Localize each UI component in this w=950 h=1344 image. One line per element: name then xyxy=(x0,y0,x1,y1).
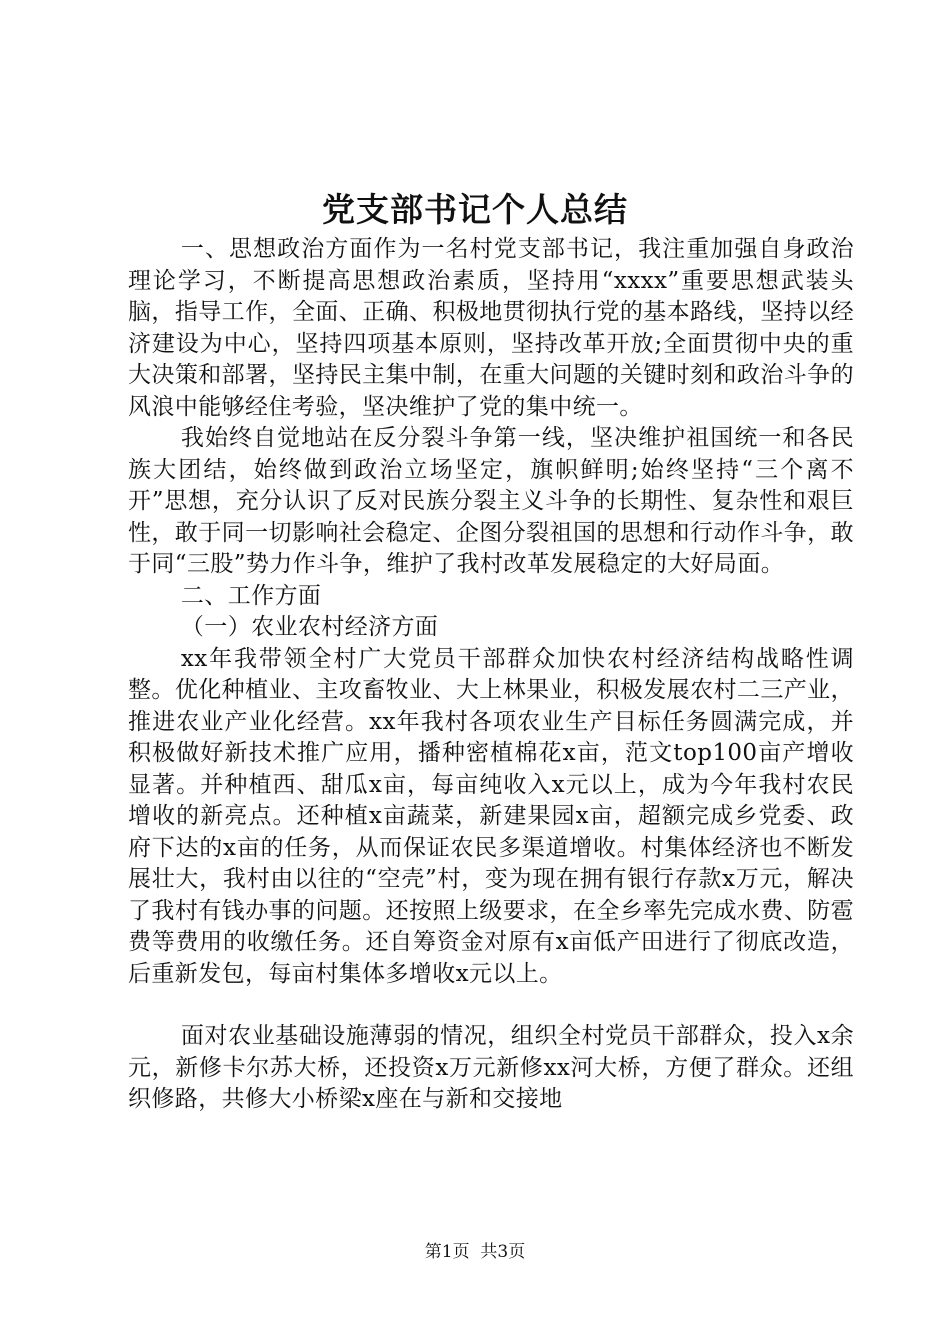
document-body xyxy=(128,234,854,1116)
page-total: 共3页 xyxy=(480,1242,526,1262)
document-title: 党支部书记个人总结 xyxy=(322,190,628,229)
paragraph-political: 一、思想政治方面作为一名村党支部书记，我注重加强自身政治理论学习，不断提高思想政治素质，坚持用“xxxx”重要思想武装头脑，指导工作，全面、正确、积极地贯彻执行党的基本路线，坚持以经济建设为中心，坚持四项基本原则，坚持改革开放;全面贯彻中央的重大决策和部署，坚持民主集中制，在重大问题的关键时刻和政治斗争的风浪中能够经住考验，坚决维护了党的集中统一。 xyxy=(128,236,854,420)
paragraph-agriculture: xx年我带领全村广大党员干部群众加快农村经济结构战略性调整。优化种植业、主攻畜牧业、大上林果业，积极发展农村二三产业，推进农业产业化经营。xx年我村各项农业生产目标任务圆满完成，并积极做好新技术推广应用，播种密植棉花x亩，范文top100亩产增收显著。并种植西、甜瓜x亩，每亩纯收入x元以上，成为今年我村农民增收的新亮点。还种植x亩蔬菜，新建果园x亩，超额完成乡党委、政府下达的x亩的任务，从而保证农民多渠道增收。村集体经济也不断发展壮大，我村由以往的“空壳”村，变为现在拥有银行存款x万元，解决了我村有钱办事的问题。还按照上级要求，在全乡率先完成水费、防雹费等费用的收缴任务。还自筹资金对原有x亩低产田进行了彻底改造，后重新发包，每亩村集体多增收x元以上。 xyxy=(128,645,854,987)
page-number: 第1页 xyxy=(424,1242,470,1262)
paragraph-anti-separatism: 我始终自觉地站在反分裂斗争第一线，坚决维护祖国统一和各民族大团结，始终做到政治立场坚定，旗帜鲜明;始终坚持“三个离不开”思想，充分认识了反对民族分裂主义斗争的长期性、复杂性和艰巨性，敢于同一切影响社会稳定、企图分裂祖国的思想和行动作斗争，敢于同“三股”势力作斗争，维护了我村改革发展稳定的大好局面。 xyxy=(128,425,854,577)
paragraph-infrastructure: 面对农业基础设施薄弱的情况，组织全村党员干部群众，投入x余元，新修卡尔苏大桥，还投资x万元新修xx河大桥，方便了群众。还组织修路，共修大小桥梁x座在与新和交接地 xyxy=(128,1023,854,1112)
page-footer xyxy=(0,1240,950,1264)
footer-separator xyxy=(470,1242,481,1262)
section-heading-work: 二、工作方面 xyxy=(180,582,322,609)
subsection-heading-agriculture: （一）农业农村经济方面 xyxy=(180,614,439,640)
